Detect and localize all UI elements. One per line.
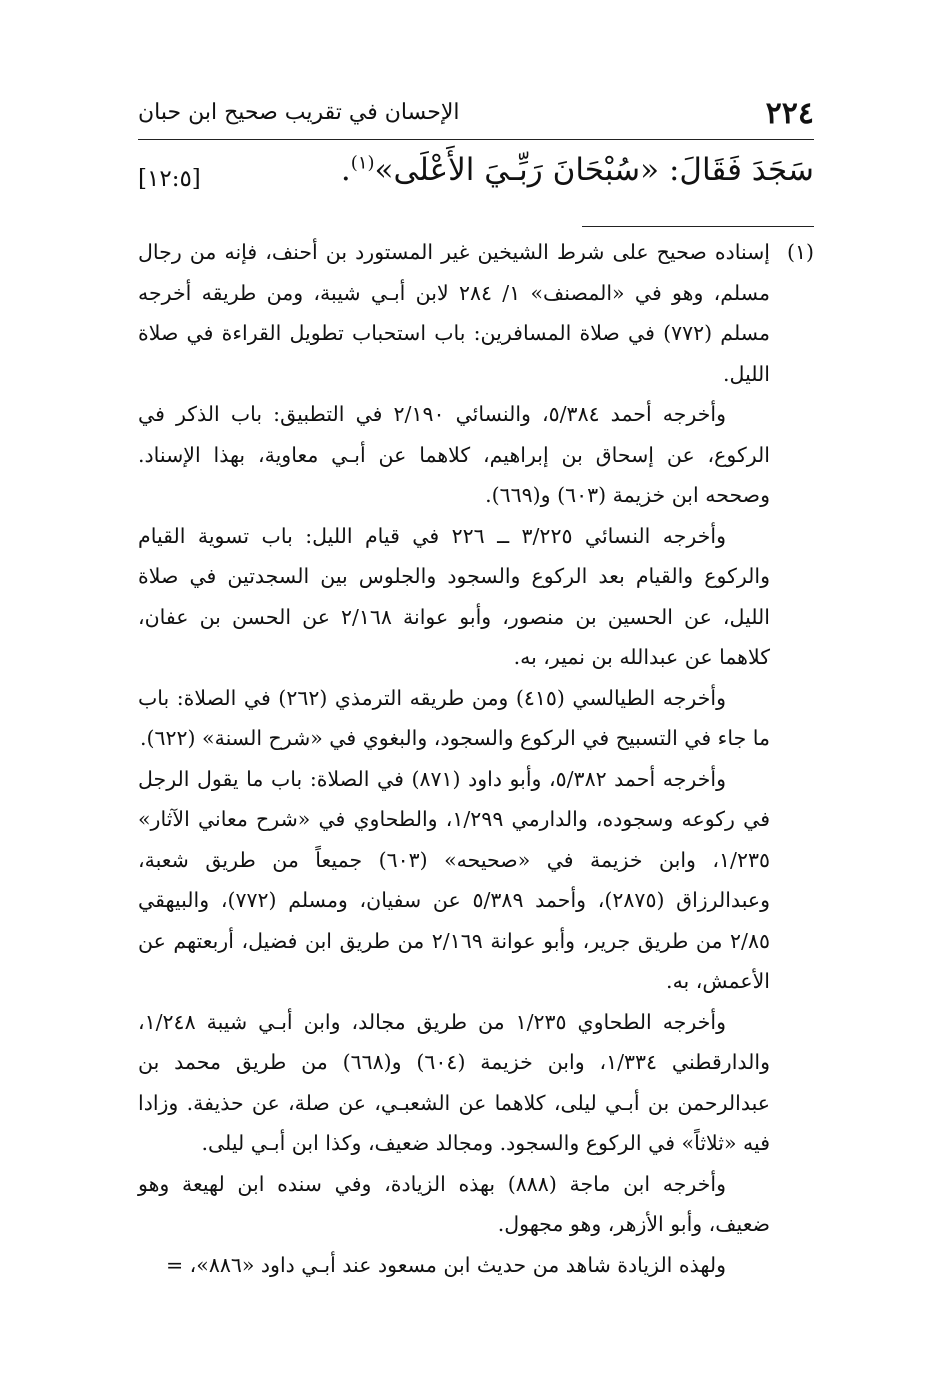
footnote-paragraph: وأخرجه الطحاوي ١/٢٣٥ من طريق مجالد، وابن أبـي شيبة ١/٢٤٨، والدارقطني ١/٣٣٤، وابن خزيمة (٦٠٤) و(٦٦٨) من طريق محمد بن عبدالرحمن بن أبـي ليلى، كلاهما عن الشعبـي، عن صلة، عن حذيفة. وزادا فيه «ثلاثاً» في الركوع والسجود. ومجالد ضعيف، وكذا ابن أبـي ليلى.: [138, 1009, 770, 1155]
footnote-paragraph: [138, 232, 814, 394]
footnote-paragraph: وأخرجه الطيالسي (٤١٥) ومن طريقه الترمذي (٢٦٢) في الصلاة: باب ما جاء في التسبيح في الركوع والسجود، والبغوي في «شرح السنة» (٦٢٢).: [138, 685, 770, 750]
hadith-reference: [١٢:٥]: [138, 166, 201, 192]
hadith-quote: سَجَدَ فَقَالَ: «سُبْحَانَ رَبِّـيَ الأَعْلَى»: [374, 152, 814, 188]
footnote-paragraph: ولهذه الزيادة شاهد من حديث ابن مسعود عند أبـي داود «٨٨٦»، =: [165, 1252, 726, 1277]
footnote-text: إسناده صحيح على شرط الشيخين غير المستورد بن أحنف، فإنه من رجال مسلم، وهو في «المصنف» ١/ ٢٨٤ لابن أبـي شيبة، ومن طريقه أخرجه مسلم (٧٧٢) في صلاة المسافرين: باب استحباب تطويل القراءة في صلاة الليل.: [138, 240, 770, 386]
footnotes: [138, 232, 814, 1285]
hadith-end: .: [340, 152, 351, 188]
main-text-line: [138, 150, 814, 206]
header-divider: [138, 139, 814, 140]
page-number: ٢٢٤: [765, 96, 814, 131]
hadith-text: [341, 152, 814, 188]
footnote-marker: (١): [786, 240, 814, 264]
footnote-paragraph: وأخرجه ابن ماجة (٨٨٨) بهذه الزيادة، وفي سنده ابن لهيعة وهو ضعيف، وأبو الأزهر، وهو مجهول.: [138, 1171, 770, 1236]
footnote-reference: (١): [350, 152, 375, 174]
footnote-paragraph: وأخرجه أحمد ٥/٣٨٤، والنسائي ٢/١٩٠ في التطبيق: باب الذكر في الركوع، عن إسحاق بن إبراهيم، كلاهما عن أبـي معاوية، بهذا الإسناد. وصححه ابن خزيمة (٦٠٣) و(٦٦٩).: [138, 402, 770, 507]
footnote-paragraph: وأخرجه النسائي ٣/٢٢٥ ــ ٢٢٦ في قيام الليل: باب تسوية القيام والركوع والقيام بعد الركوع والسجود والجلوس بين السجدتين في صلاة الليل، عن الحسين بن منصور، وأبو عوانة ٢/١٦٨ عن الحسن بن عفان، كلاهما عن عبدالله بن نمير، به.: [138, 523, 770, 669]
running-title: الإحسان في تقريب صحيح ابن حبان: [138, 100, 460, 125]
footnote-divider: [582, 226, 814, 227]
page-header: [138, 96, 814, 136]
footnote-paragraph: وأخرجه أحمد ٥/٣٨٢، وأبو داود (٨٧١) في الصلاة: باب ما يقول الرجل في ركوعه وسجوده، والدارمي ١/٢٩٩، والطحاوي في «شرح معاني الآثار» ١/٢٣٥، وابن خزيمة في «صحيحه» (٦٠٣) جميعاً من طريق شعبة، وعبدالرزاق (٢٨٧٥)، وأحمد ٥/٣٨٩ عن سفيان، ومسلم (٧٧٢)، والبيهقي ٢/٨٥ من طريق جرير، وأبو عوانة ٢/١٦٩ من طريق ابن فضيل، أربعتهم عن الأعمش، به.: [138, 766, 771, 993]
